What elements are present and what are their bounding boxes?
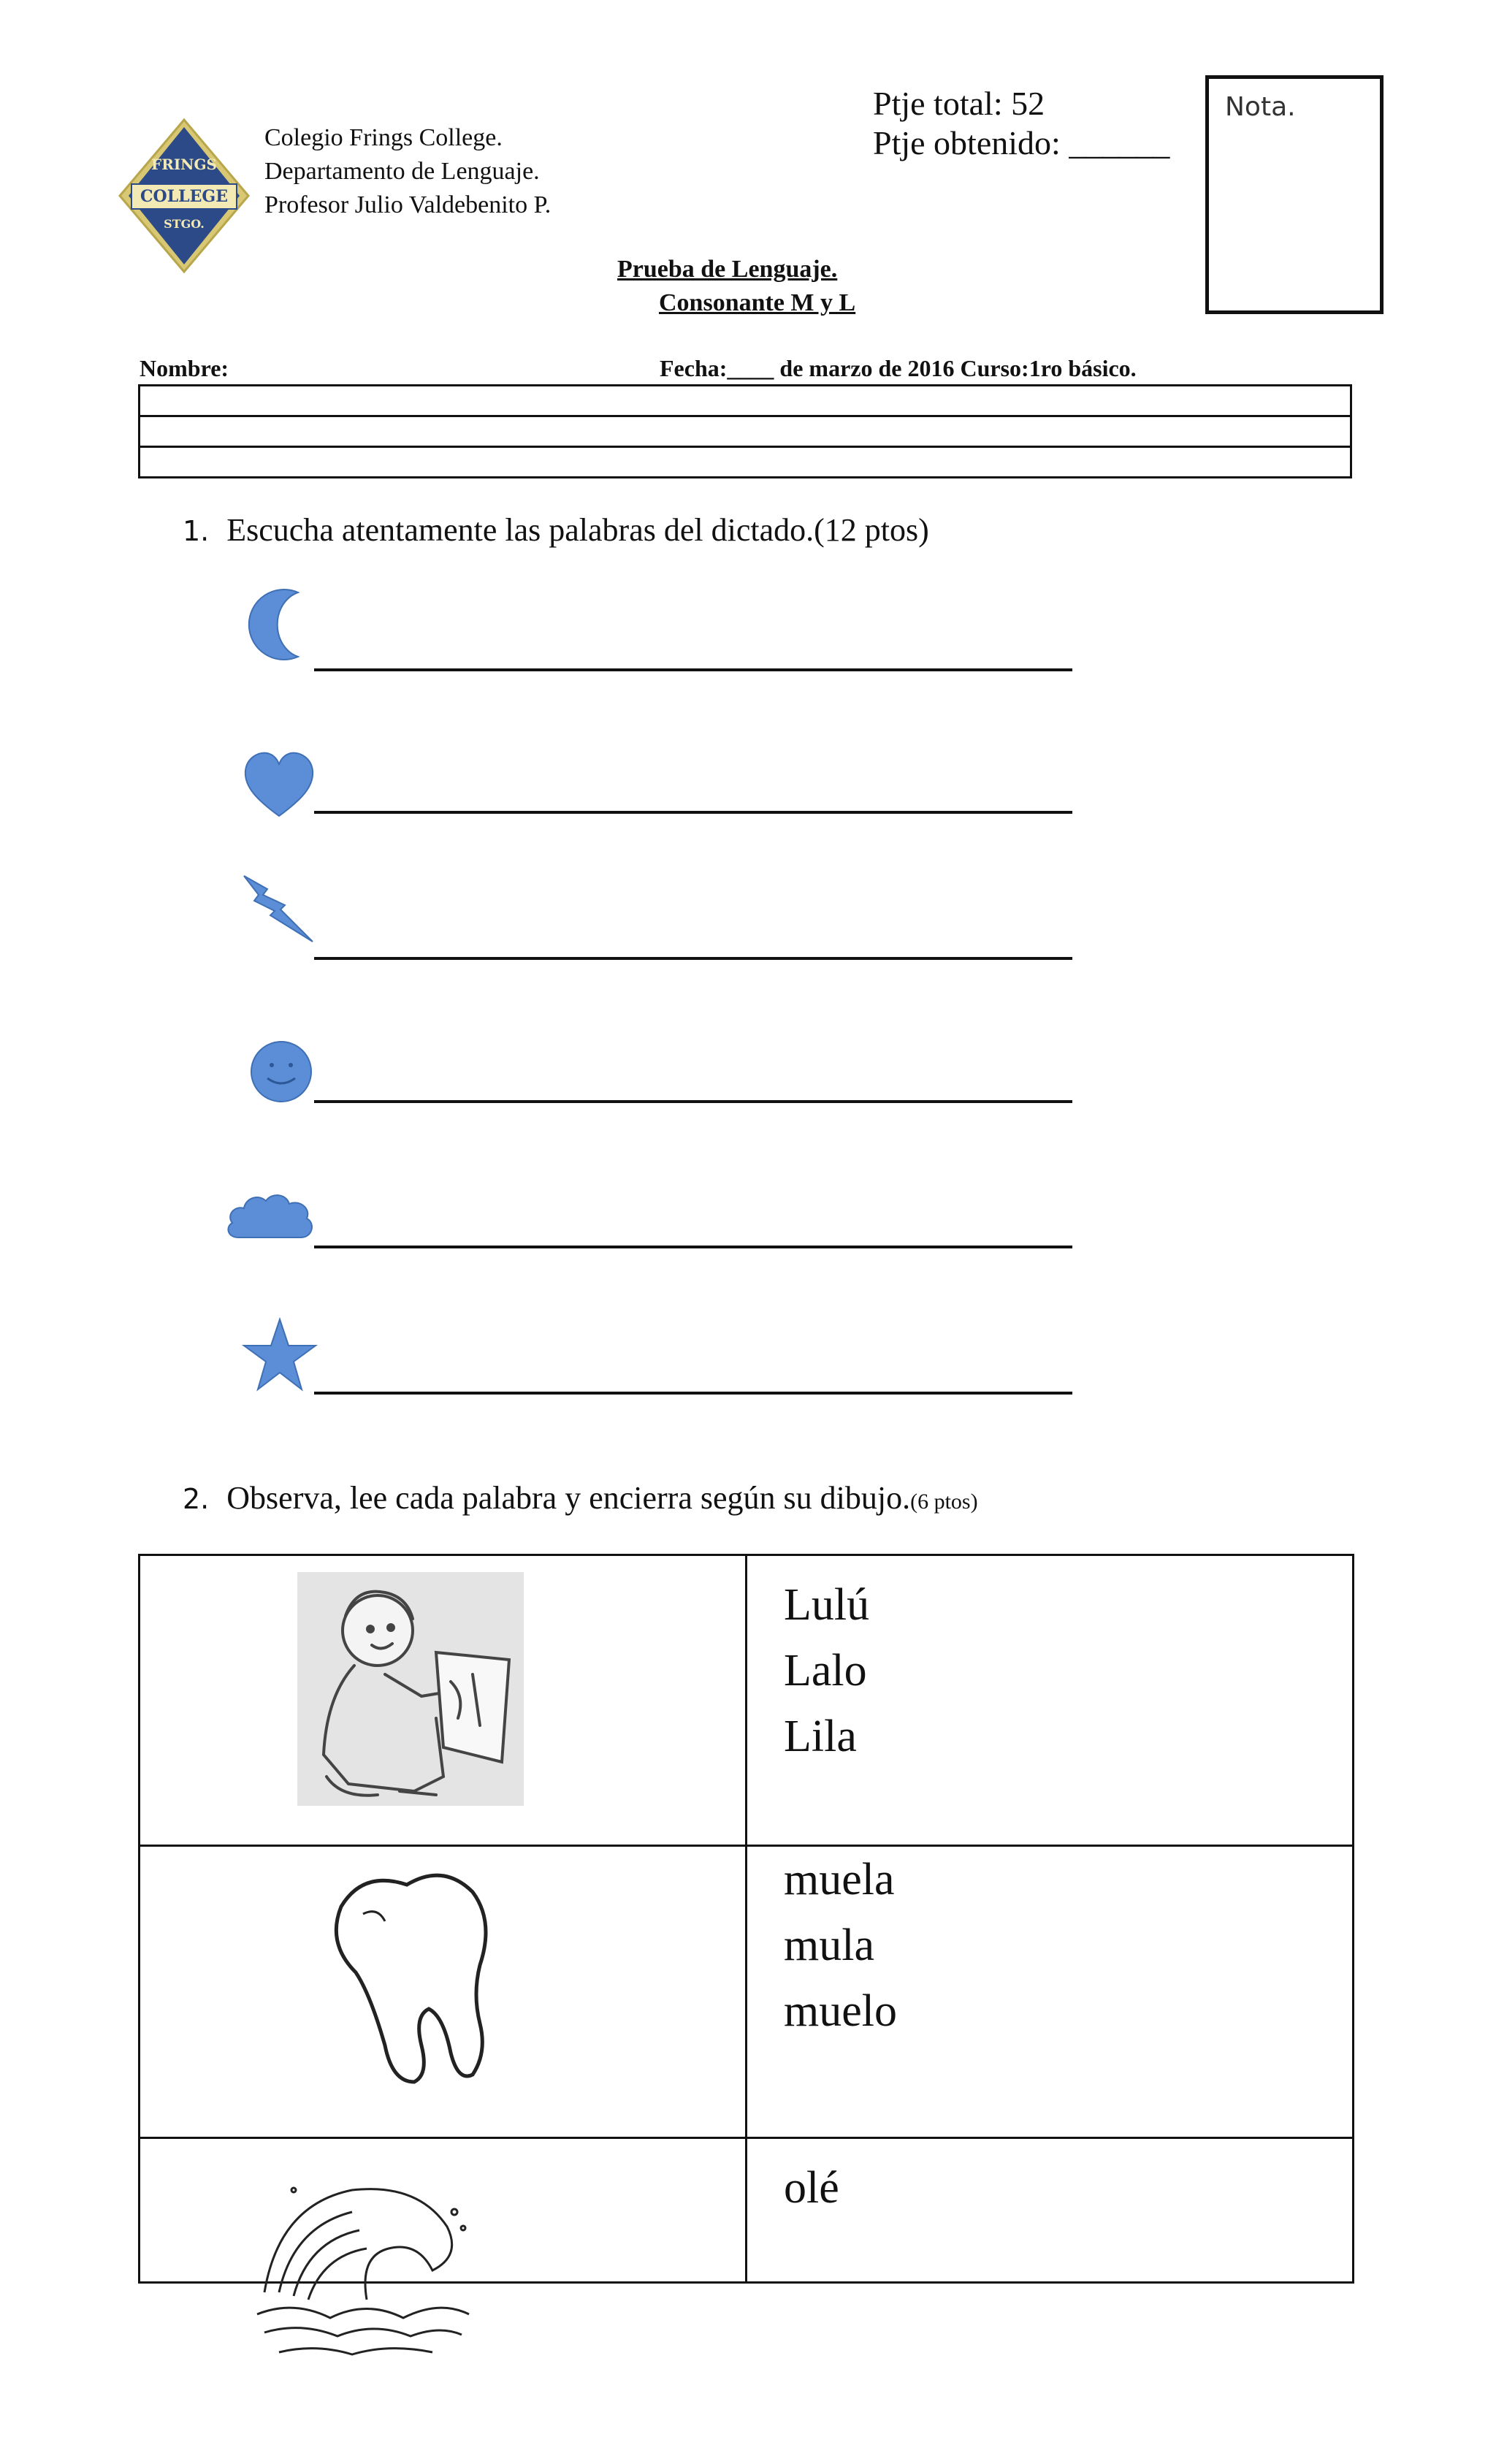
table-row <box>140 1846 1354 2138</box>
words-cell <box>747 1555 1354 1846</box>
question-1-number: 1. <box>183 515 210 547</box>
question-1 <box>183 511 929 549</box>
word-option[interactable]: Lila <box>784 1712 857 1761</box>
picture-word-table <box>138 1554 1354 2284</box>
ptje-total: Ptje total: 52 <box>873 85 1045 122</box>
answer-line[interactable] <box>314 1100 1072 1103</box>
word-option[interactable]: Lalo <box>784 1646 867 1696</box>
question-2-text: Observa, lee cada palabra y encierra según su dibujo. <box>226 1480 911 1516</box>
fecha-curso-line: Fecha:____ de marzo de 2016 Curso:1ro básico. <box>660 355 1137 381</box>
words-cell <box>747 1846 1354 2138</box>
department-name: Departamento de Lenguaje. <box>264 158 540 185</box>
word-list <box>747 2139 1352 2221</box>
table-row <box>140 2138 1354 2283</box>
word-option[interactable]: mula <box>784 1921 874 1970</box>
teacher-name: Profesor Julio Valdebenito P. <box>264 191 552 218</box>
info-row[interactable] <box>140 416 1351 447</box>
question-2 <box>183 1479 978 1517</box>
star-icon <box>241 1316 318 1394</box>
smiley-icon <box>248 1039 314 1105</box>
test-title: Prueba de Lenguaje. <box>617 256 838 283</box>
word-option[interactable]: Lulú <box>784 1580 870 1630</box>
test-subtitle: Consonante M y L <box>659 289 856 316</box>
picture-cell <box>140 1846 747 2138</box>
table-row <box>140 1555 1354 1846</box>
boy-drawing-picture <box>297 1572 524 1806</box>
cloud-icon <box>224 1189 317 1245</box>
grade-box[interactable] <box>1205 75 1384 314</box>
school-logo <box>117 117 251 275</box>
picture-cell <box>140 1555 747 1846</box>
lightning-icon <box>241 873 314 946</box>
picture-cell <box>140 2138 747 2283</box>
logo-text-middle: COLLEGE <box>140 187 228 206</box>
question-2-points: (6 ptos) <box>910 1490 978 1514</box>
molar-tooth-picture <box>297 1863 524 2097</box>
info-row[interactable] <box>140 386 1351 416</box>
school-info <box>264 121 551 222</box>
word-list <box>747 1556 1352 1769</box>
question-2-number: 2. <box>183 1483 210 1515</box>
student-info-table <box>138 384 1352 478</box>
ptje-obtenido: Ptje obtenido: ______ <box>873 124 1170 161</box>
heart-icon <box>243 749 316 822</box>
answer-line[interactable] <box>314 1246 1072 1248</box>
nombre-label: Nombre: <box>140 355 229 381</box>
logo-text-top: FRINGS <box>151 156 217 173</box>
word-option[interactable]: olé <box>784 2163 839 2213</box>
info-row[interactable] <box>140 447 1351 478</box>
word-option[interactable]: muelo <box>784 1986 897 2036</box>
answer-line[interactable] <box>314 1392 1072 1395</box>
answer-line[interactable] <box>314 957 1072 960</box>
score-block <box>873 84 1169 163</box>
words-cell <box>747 2138 1354 2283</box>
moon-icon <box>241 588 314 661</box>
word-option[interactable]: muela <box>784 1855 895 1904</box>
ocean-wave-picture <box>250 2161 484 2380</box>
grade-label: Nota. <box>1225 92 1296 122</box>
answer-line[interactable] <box>314 811 1072 814</box>
school-name: Colegio Frings College. <box>264 124 503 151</box>
word-list <box>747 1847 1352 2044</box>
logo-text-bottom: STGO. <box>164 217 205 231</box>
answer-line[interactable] <box>314 668 1072 671</box>
question-1-text: Escucha atentamente las palabras del dictado.(12 ptos) <box>226 512 929 548</box>
